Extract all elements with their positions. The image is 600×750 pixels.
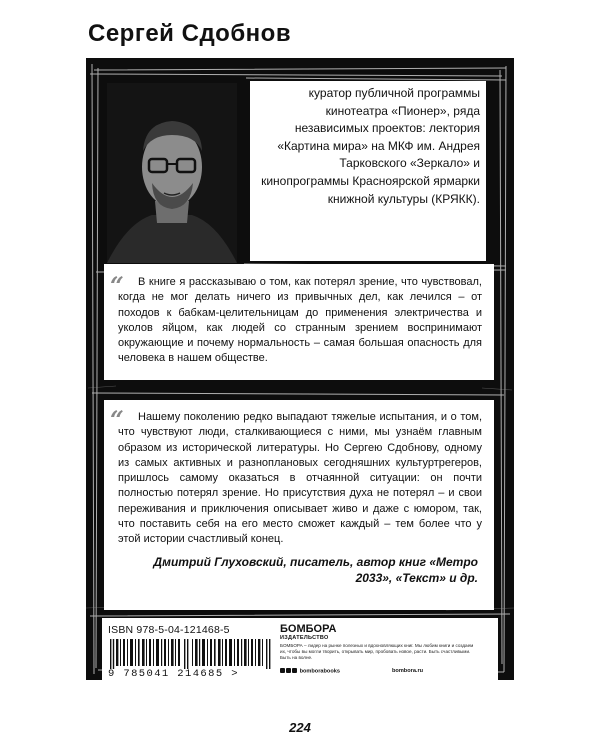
author-name: Сергей Сдобнов	[88, 20, 292, 47]
review-attribution: Дмитрий Глуховский, писатель, автор книг «Метро 2033», «Текст» и др.	[153, 554, 478, 585]
page-number: 224	[289, 720, 311, 735]
social-links	[280, 668, 340, 675]
author-bio: куратор публичной программы кинотеатра «Пионер», ряда независимых проектов: лектория «Картина мира» на МКФ им. Андрея Тарковского «Зеркало» и кинопрограммы Красноярской ярмарки книжной культуры (КРЯКК).	[250, 81, 486, 261]
barcode-panel	[102, 618, 498, 680]
quote-block-author	[104, 264, 494, 380]
back-cover	[86, 58, 514, 680]
publisher-subtitle: ИЗДАТЕЛЬСТВО	[280, 635, 329, 641]
publisher-description: БОМБОРА – лидер на рынке полезных и вдохновляющих книг. Мы любим книги и создаем их, чтобы вы могли творить, открывать мир, пробовать новое, расти. Быть счастливыми. Быть на волне.	[280, 643, 474, 660]
isbn-digits: 9 785041 214685 >	[108, 668, 239, 680]
author-photo	[107, 83, 237, 263]
barcode-image	[108, 639, 274, 669]
quote-block-review	[104, 400, 494, 610]
instagram-icon	[286, 668, 291, 673]
publisher-site: bombora.ru	[392, 668, 424, 674]
vk-icon	[280, 668, 285, 673]
quote-text: В книге я рассказываю о том, как потерял зрение, что чувствовал, когда не мог делать ничего из привычных дел, как лечился – от походов к бабкам-целительницам до применения электричества и уколов яйцом, как людей со странным зрением воспринимают окружающие и почему нормальность – самая большая опасность для человека в нашем обществе.	[118, 276, 482, 365]
review-text: Нашему поколению редко выпадают тяжелые испытания, и о том, что чувствуют люди, сталкивающиеся с ними, мы узнаём главным образом из исторической литературы. Но Сергею Сдобнову, одному из самых активных и разноплановых сегодняшних культуртрегеров, пришлось самому оказаться в отчаянной ситуации: он почти полностью потерял зрение. Но присутствия духа не потерял – и свои переживания и приключения описывает живо и даже с юмором, так, что поставить себя на его место сможет каждый – тем более что у этой истории счастливый конец.	[118, 411, 482, 546]
youtube-icon	[292, 668, 297, 673]
publisher-logo: БОМБОРА	[280, 623, 337, 635]
quote-mark-icon: “	[110, 405, 124, 434]
isbn-label: ISBN 978-5-04-121468-5	[108, 624, 230, 636]
quote-mark-icon: “	[110, 271, 124, 300]
social-handle: bomborabooks	[299, 668, 340, 675]
